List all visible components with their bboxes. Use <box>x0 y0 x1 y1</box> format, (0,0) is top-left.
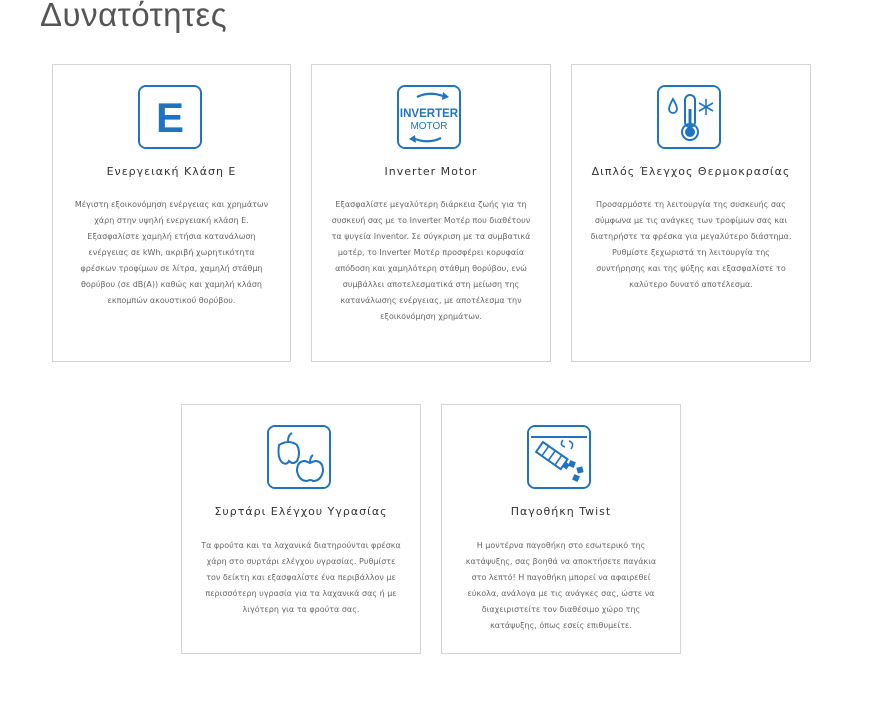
svg-text:MOTOR: MOTOR <box>410 121 448 132</box>
feature-card-inverter-motor <box>311 64 551 362</box>
feature-description: Εξασφαλίστε μεγαλύτερη διάρκεια ζωής για τη συσκευή σας με το Inverter Μοτέρ που διαθέτουν τα ψυγεία Inventor. Σε σύγκριση με τα συμβατικά μοτέρ, το Inverter Μοτέρ προσφέρει κορυφαία απόδοση και χαμηλότερη στάθμη θορύβου, ενώ συμβάλλει αποτελεσματικά στη μείωση της κατανάλωσης ενέργειας, με αποτέλεσμα την εξοικονόμηση χρημάτων. <box>331 200 531 321</box>
svg-text:INVERTER: INVERTER <box>399 108 459 120</box>
feature-title: Διπλός Έλεγχος Θερμοκρασίας <box>591 165 791 178</box>
feature-title: Παγοθήκη Twist <box>510 505 612 518</box>
feature-description: Μέγιστη εξοικονόμηση ενέργειας και χρημάτων χάρη στην υψηλή ενεργειακή κλάση E. Εξασφαλίστε χαμηλή ετήσια κατανάλωση ενέργειας σε kWh, ακριβή χωρητικότητα φρέσκων τροφίμων σε λίτρα, χαμηλή στάθμη θορύβου (σε dB(A)) καθώς και χαμηλή κλάση εκπομπών ακουστικού θορύβου. <box>74 200 269 305</box>
feature-description: Προσαρμόστε τη λειτουργία της συσκευής σας σύμφωνα με τις ανάγκες των τροφίμων σας και διατηρήστε τα φρέσκα για μεγαλύτερο διάστημα. Ρυθμίστε ξεχωριστά τη λειτουργία της συντήρησης και της ψύξης και εξασφαλίστε το καλύτερο δυνατό αποτέλεσμα. <box>590 200 792 289</box>
feature-description: Η μοντέρνα παγοθήκη στο εσωτερικό της κατάψυξης, σας βοηθά να αποκτήσετε παγάκια στο λεπτό! Η παγοθήκη μπορεί να αφαιρεθεί εύκολα, ανάλογα με τις ανάγκες σας, ώστε να διαχειριστείτε τον διαθέσιμο χώρο της κατάψυξης, όπως εσείς επιθυμείτε. <box>465 541 657 630</box>
thermometer-snowflake-icon <box>657 85 721 149</box>
svg-text:E: E <box>155 94 184 141</box>
energy-class-e-icon <box>138 85 202 149</box>
feature-title: Ενεργειακή Κλάση E <box>106 165 237 178</box>
page-title: Δυνατότητες <box>40 0 228 33</box>
feature-card-twist-ice-tray <box>441 404 681 654</box>
ice-tray-twist-icon <box>527 425 591 489</box>
pepper-apple-icon <box>267 425 331 489</box>
feature-title: Inverter Motor <box>384 165 478 178</box>
feature-card-humidity-drawer <box>181 404 421 654</box>
feature-title: Συρτάρι Ελέγχου Υγρασίας <box>214 505 388 518</box>
feature-description: Τα φρούτα και τα λαχανικά διατηρούνται φρέσκα χάρη στο συρτάρι ελέγχου υγρασίας. Ρυθμίστε τον δείκτη και εξασφαλίστε ένα περιβάλλον με περισσότερη υγρασία για τα λαχανικά σας ή με λιγότερη για τα φρούτα σας. <box>201 541 401 614</box>
feature-card-dual-temperature <box>571 64 811 362</box>
inverter-motor-icon <box>397 85 461 149</box>
feature-card-energy-class <box>52 64 291 362</box>
